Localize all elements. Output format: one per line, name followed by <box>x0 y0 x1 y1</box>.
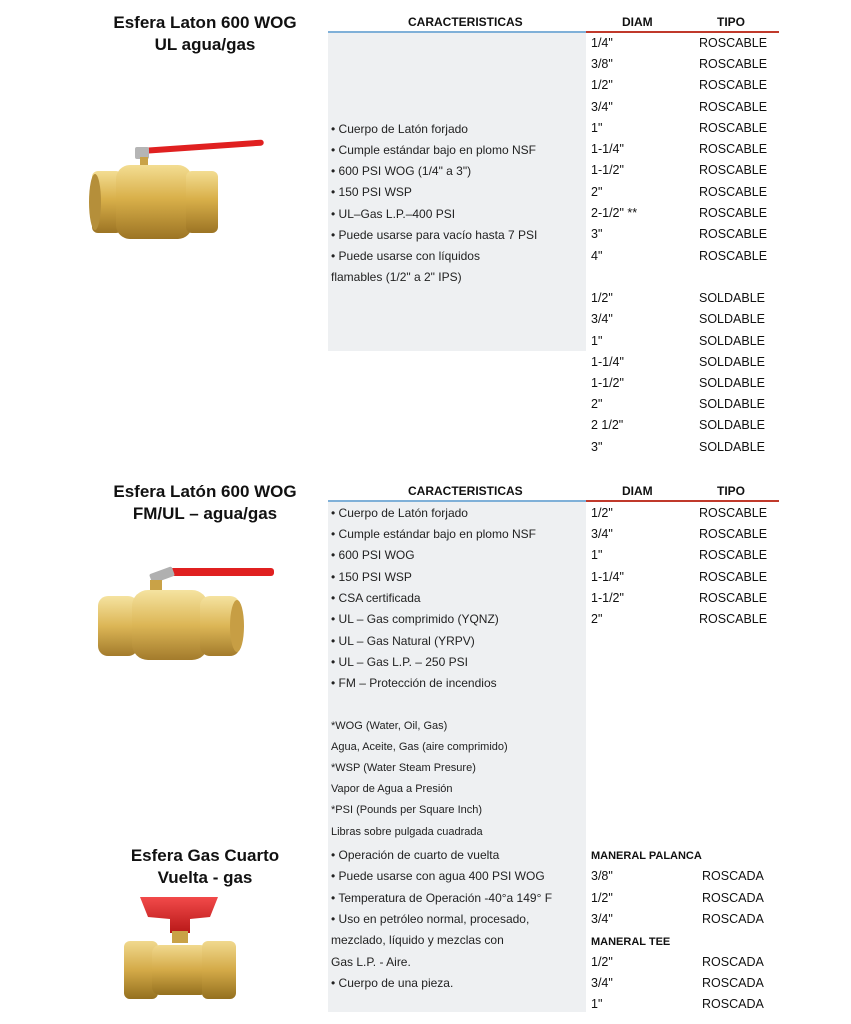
note-line: Agua, Aceite, Gas (aire comprimido) <box>331 741 508 753</box>
diam-cell: 1/2" <box>591 506 613 520</box>
tipo-cell: ROSCABLE <box>699 206 768 220</box>
tipo-cell: ROSCADA <box>702 912 764 926</box>
diam-cell: 2" <box>591 612 603 626</box>
section2-title-line1: Esfera Latón 600 WOG <box>113 482 297 501</box>
note-line: Vapor de Agua a Presión <box>331 783 453 795</box>
diam-cell: 1" <box>591 997 603 1011</box>
tipo-cell: ROSCADA <box>702 997 764 1011</box>
diam-cell: 3/4" <box>591 976 613 990</box>
feature-item: • Cumple estándar bajo en plomo NSF <box>331 143 536 157</box>
tipo-cell: ROSCABLE <box>699 36 768 50</box>
tipo-cell: ROSCABLE <box>699 100 768 114</box>
diam-cell: 2" <box>591 185 603 199</box>
section2-title <box>95 481 315 525</box>
tipo-cell: SOLDABLE <box>699 355 766 369</box>
feature-item: • 150 PSI WSP <box>331 185 412 199</box>
section1-header-features: CARACTERISTICAS <box>408 15 523 29</box>
section2-title-line2: FM/UL – agua/gas <box>132 504 278 523</box>
feature-item: • Operación de cuarto de vuelta <box>331 848 500 862</box>
diam-cell: 1/4" <box>591 36 613 50</box>
group-label-maneral-tee: MANERAL TEE <box>591 936 671 948</box>
section3-title <box>95 845 315 889</box>
tipo-cell: ROSCABLE <box>699 249 768 263</box>
diam-cell: 2" <box>591 397 603 411</box>
diam-cell: 3" <box>591 227 603 241</box>
section2-header-features: CARACTERISTICAS <box>408 484 523 498</box>
tipo-cell: ROSCABLE <box>699 57 768 71</box>
tipo-cell: SOLDABLE <box>699 440 766 454</box>
feature-item: • Cuerpo de Latón forjado <box>331 506 468 520</box>
diam-cell: 1/2" <box>591 78 613 92</box>
diam-cell: 4" <box>591 249 603 263</box>
gas-valve-tee-handle-image <box>118 893 248 1013</box>
feature-item: • CSA certificada <box>331 591 421 605</box>
tipo-cell: ROSCABLE <box>699 570 768 584</box>
brass-ball-valve-image <box>80 135 270 245</box>
diam-cell: 1-1/4" <box>591 570 624 584</box>
note-line: *PSI (Pounds per Square Inch) <box>331 804 483 816</box>
section1-header-diam: DIAM <box>622 15 653 29</box>
section1-title-line1: Esfera Laton 600 WOG <box>113 13 297 32</box>
diam-cell: 3" <box>591 440 603 454</box>
section1-title-line2: UL agua/gas <box>154 35 256 54</box>
feature-item: • Cuerpo de Latón forjado <box>331 122 468 136</box>
tipo-cell: ROSCADA <box>702 955 764 969</box>
feature-item: • UL – Gas comprimido (YQNZ) <box>331 612 499 626</box>
section1-header-tipo: TIPO <box>717 15 746 29</box>
feature-item: mezclado, líquido y mezclas con <box>331 933 504 947</box>
tipo-cell: ROSCABLE <box>699 227 768 241</box>
tipo-cell: SOLDABLE <box>699 291 766 305</box>
tipo-cell: SOLDABLE <box>699 312 766 326</box>
tipo-cell: ROSCADA <box>702 976 764 990</box>
tipo-cell: ROSCABLE <box>699 612 768 626</box>
feature-item: • Cumple estándar bajo en plomo NSF <box>331 527 536 541</box>
diam-cell: 1-1/2" <box>591 591 624 605</box>
feature-item: • UL – Gas L.P. – 250 PSI <box>331 655 468 669</box>
feature-item: flamables (1/2" a 2" IPS) <box>331 270 462 284</box>
section3-title-line2: Vuelta - gas <box>157 868 253 887</box>
section1-header-rule-red <box>586 31 779 33</box>
feature-item: • 150 PSI WSP <box>331 570 412 584</box>
diam-cell: 1-1/2" <box>591 163 624 177</box>
diam-cell: 3/4" <box>591 100 613 114</box>
diam-cell: 1" <box>591 548 603 562</box>
diam-cell: 3/4" <box>591 912 613 926</box>
note-line: *WSP (Water Steam Presure) <box>331 762 476 774</box>
tipo-cell: ROSCABLE <box>699 121 768 135</box>
diam-cell: 2-1/2" ** <box>591 206 638 220</box>
group-label-maneral-palanca: MANERAL PALANCA <box>591 850 702 862</box>
diam-cell: 1-1/4" <box>591 142 624 156</box>
feature-item: • Cuerpo de una pieza. <box>331 976 454 990</box>
section2-header-diam: DIAM <box>622 484 653 498</box>
tipo-cell: ROSCABLE <box>699 506 768 520</box>
tipo-cell: ROSCABLE <box>699 185 768 199</box>
feature-item: • 600 PSI WOG (1/4" a 3") <box>331 164 472 178</box>
tipo-cell: ROSCABLE <box>699 548 768 562</box>
diam-cell: 1-1/4" <box>591 355 624 369</box>
tipo-cell: SOLDABLE <box>699 397 766 411</box>
diam-cell: 1" <box>591 334 603 348</box>
tipo-cell: ROSCABLE <box>699 78 768 92</box>
diam-cell: 1/2" <box>591 955 613 969</box>
feature-item: • 600 PSI WOG <box>331 548 415 562</box>
feature-item: Gas L.P. - Aire. <box>331 955 411 969</box>
tipo-cell: ROSCABLE <box>699 591 768 605</box>
tipo-cell: ROSCABLE <box>699 163 768 177</box>
tipo-cell: SOLDABLE <box>699 334 766 348</box>
feature-item: • Temperatura de Operación -40°a 149° F <box>331 891 553 905</box>
section3-title-line1: Esfera Gas Cuarto <box>130 846 280 865</box>
feature-item: • Puede usarse con agua 400 PSI WOG <box>331 869 545 883</box>
diam-cell: 3/8" <box>591 57 613 71</box>
diam-cell: 3/4" <box>591 312 613 326</box>
feature-item: • Puede usarse para vacío hasta 7 PSI <box>331 228 538 242</box>
tipo-cell: ROSCADA <box>702 869 764 883</box>
diam-cell: 3/8" <box>591 869 613 883</box>
section1-title <box>95 12 315 56</box>
note-line: Libras sobre pulgada cuadrada <box>331 826 483 838</box>
diam-cell: 1/2" <box>591 291 613 305</box>
section2-header-rule-red <box>586 500 779 502</box>
diam-cell: 1-1/2" <box>591 376 624 390</box>
diam-cell: 2 1/2" <box>591 418 624 432</box>
tipo-cell: ROSCABLE <box>699 142 768 156</box>
feature-item: • FM – Protección de incendios <box>331 676 497 690</box>
diam-cell: 1/2" <box>591 891 613 905</box>
tipo-cell: ROSCABLE <box>699 527 768 541</box>
feature-item: • Puede usarse con líquidos <box>331 249 480 263</box>
tipo-cell: SOLDABLE <box>699 418 766 432</box>
diam-cell: 1" <box>591 121 603 135</box>
note-line: *WOG (Water, Oil, Gas) <box>331 720 448 732</box>
section2-header-tipo: TIPO <box>717 484 746 498</box>
tipo-cell: ROSCADA <box>702 891 764 905</box>
brass-ball-valve-image <box>92 560 282 670</box>
feature-item: • UL–Gas L.P.–400 PSI <box>331 207 456 221</box>
feature-item: • UL – Gas Natural (YRPV) <box>331 634 475 648</box>
tipo-cell: SOLDABLE <box>699 376 766 390</box>
feature-item: • Uso en petróleo normal, procesado, <box>331 912 530 926</box>
diam-cell: 3/4" <box>591 527 613 541</box>
